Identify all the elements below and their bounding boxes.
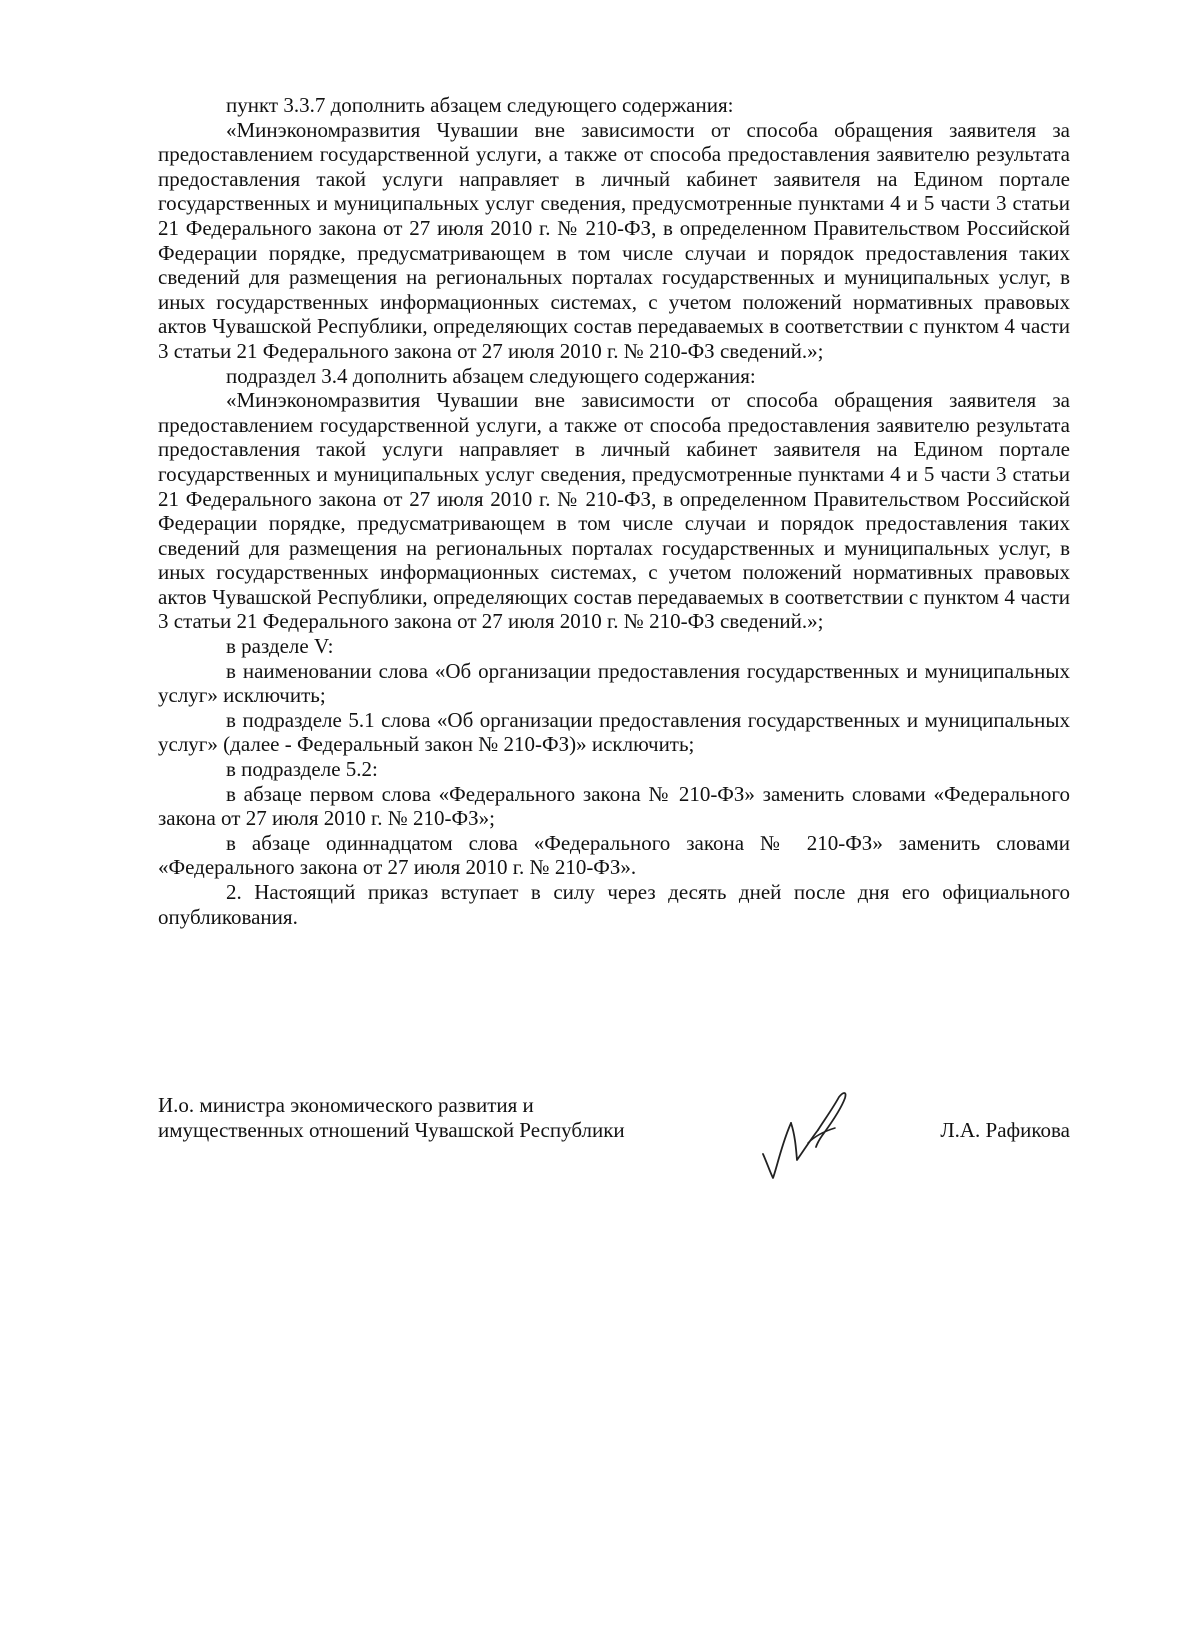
paragraph-5-2-eleventh: в абзаце одиннадцатом слова «Федерального закона № 210-ФЗ» заменить словами «Федерального закона от 27 июля 2010 г. № 210-ФЗ». bbox=[158, 830, 1070, 880]
signer-title bbox=[158, 1093, 718, 1143]
signer-name: Л.А. Рафикова bbox=[940, 1118, 1070, 1142]
paragraph-5-1-amendment: в подразделе 5.1 слова «Об организации предоставления государственных и муниципальных услуг» (далее - Федеральный закон № 210-ФЗ)» исключить; bbox=[158, 707, 1070, 757]
handwritten-signature bbox=[755, 1081, 865, 1191]
paragraph-quote-3-3-7: «Минэкономразвития Чувашии вне зависимости от способа обращения заявителя за предоставлением государственной услуги, а также от способа предоставления заявителю результата предоставления такой услуги направляет в личный кабинет заявителя на Едином портале государственных и муниципальных услуг сведения, предусмотренные пунктами 4 и 5 части 3 статьи 21 Федерального закона от 27 июля 2010 г. № 210-ФЗ, в определенном Правительством Российской Федерации порядке, предусматривающем в том числе случаи и порядок предоставления таких сведений для размещения на региональных порталах государственных и муниципальных услуг, в иных государственных информационных системах, с учетом положений нормативных правовых актов Чувашской Республики, определяющих состав передаваемых в соответствии с пунктом 4 части 3 статьи 21 Федерального закона от 27 июля 2010 г. № 210-ФЗ сведений.»; bbox=[158, 117, 1070, 363]
paragraph-5-2-first: в абзаце первом слова «Федерального закона № 210-ФЗ» заменить словами «Федерального закона от 27 июля 2010 г. № 210-ФЗ»; bbox=[158, 781, 1070, 831]
paragraph-quote-3-4: «Минэкономразвития Чувашии вне зависимости от способа обращения заявителя за предоставлением государственной услуги, а также от способа предоставления заявителю результата предоставления такой услуги направляет в личный кабинет заявителя на Едином портале государственных и муниципальных услуг сведения, предусмотренные пунктами 4 и 5 части 3 статьи 21 Федерального закона от 27 июля 2010 г. № 210-ФЗ, в определенном Правительством Российской Федерации порядке, предусматривающем в том числе случаи и порядок предоставления таких сведений для размещения на региональных порталах государственных и муниципальных услуг, в иных государственных информационных системах, с учетом положений нормативных правовых актов Чувашской Республики, определяющих состав передаваемых в соответствии с пунктом 4 части 3 статьи 21 Федерального закона от 27 июля 2010 г. № 210-ФЗ сведений.»; bbox=[158, 388, 1070, 634]
signer-title-line-2: имущественных отношений Чувашской Республики bbox=[158, 1118, 625, 1142]
signer-title-line-1: И.о. министра экономического развития и bbox=[158, 1093, 534, 1117]
paragraph-section-3-4-intro: подраздел 3.4 дополнить абзацем следующего содержания: bbox=[226, 363, 756, 388]
paragraph-5-2-intro: в подразделе 5.2: bbox=[226, 757, 378, 782]
paragraph-item-3-3-7-intro: пункт 3.3.7 дополнить абзацем следующего содержания: bbox=[226, 93, 734, 117]
document-body bbox=[158, 93, 1070, 929]
signature-block bbox=[158, 1093, 1070, 1203]
paragraph-effective-date: 2. Настоящий приказ вступает в силу через десять дней после дня его официального опубликования. bbox=[158, 880, 1070, 929]
paragraph-section-v: в разделе V: bbox=[226, 634, 334, 659]
paragraph-title-amendment: в наименовании слова «Об организации предоставления государственных и муниципальных услуг» исключить; bbox=[158, 658, 1070, 708]
